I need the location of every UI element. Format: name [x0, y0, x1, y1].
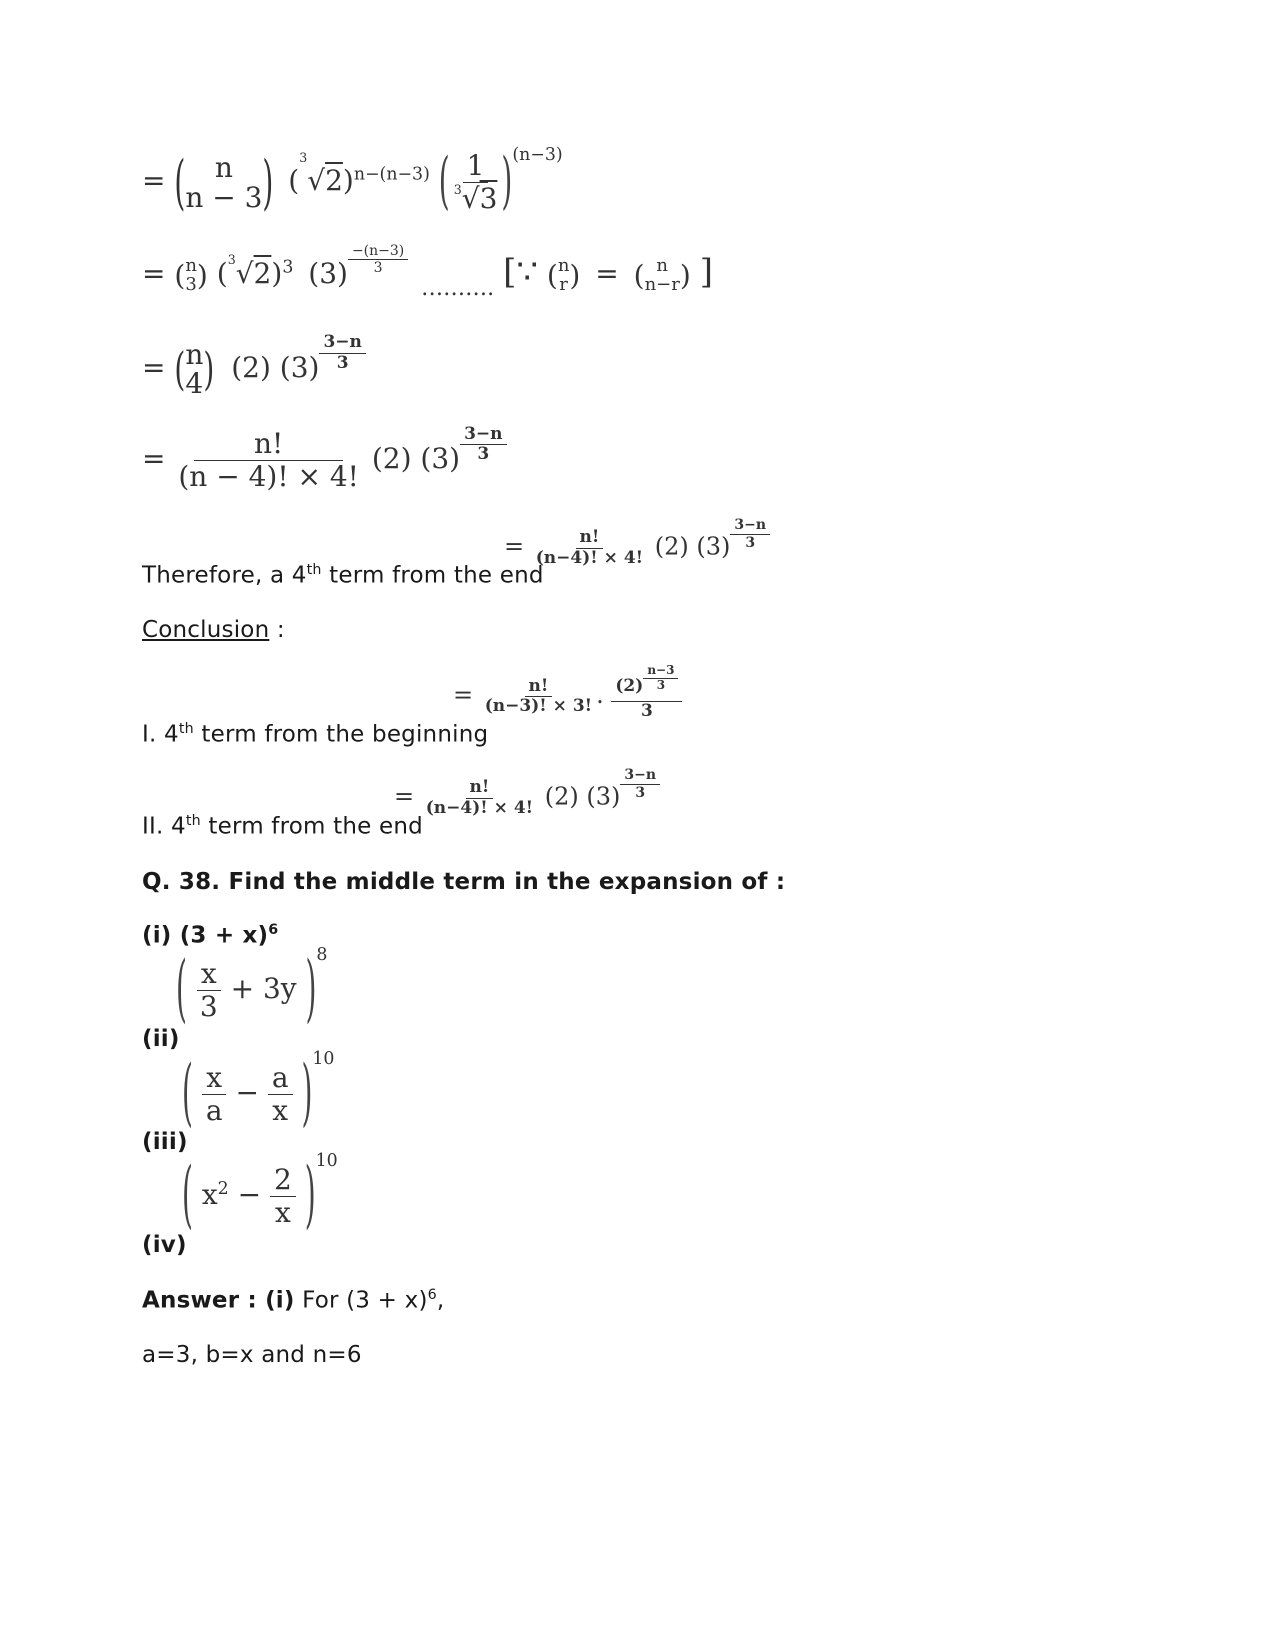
question-part-iv-label: (iv)	[142, 1232, 187, 1258]
question-part-iii-expression: ( $\frac{x}{a}$ − $\frac{a}{x}$ )$^{10}$	[182, 1048, 335, 1136]
factorial-fraction: $\frac{n!}{(n - 4)! \times 4!}$	[178, 427, 359, 494]
conclusion-item-1-text: I. 4th term from the beginning	[142, 721, 489, 748]
binom-top: n	[214, 151, 233, 185]
base-three: (3)	[308, 257, 348, 290]
binom-n-r: ( n r )	[546, 254, 581, 295]
binomial-coefficient: ( n n − 3 )	[174, 148, 274, 218]
question-title: Q. 38. Find the middle term in the expansion of :	[142, 869, 786, 895]
fraction-exponent: $\frac{3-n}{3}$	[460, 425, 506, 465]
conclusion-item-2-text: II. 4th term from the end	[142, 813, 423, 840]
fraction-exponent: $\frac{3-n}{3}$	[319, 333, 365, 373]
binom-n-n-minus-r: ( n n−r )	[633, 254, 691, 295]
because-bracket: [∵	[503, 252, 538, 292]
binomial-coefficient: ( n 4 )	[174, 338, 215, 401]
derivation-line-2: = ( n 3 ) $(^3√2)^3$ (3) $\frac{-(n-3)}{3}$ $_{\dots\dots\dots.}$ [∵ ( n r ) = ( n n−r ) ]	[142, 242, 713, 301]
cube-root-2: $(^3√2)^{n-(n-3)}$	[288, 150, 430, 198]
binom-bottom: n − 3	[185, 180, 263, 214]
fraction-power: ( $\frac{1}{^3√3}$ )$^{(n-3)}$	[438, 144, 563, 217]
question-part-ii-expression: ( $\frac{x}{3}$ + 3y )$^8$	[176, 944, 328, 1032]
equals-sign: =	[142, 350, 166, 384]
derivation-line-1	[142, 144, 563, 218]
therefore-text: Therefore, a 4th term from the end	[142, 562, 544, 589]
therefore-formula: = $\frac{n!}{(n-4)! \times 4!}$ (2) (3) $\frac{3-n}{3}$	[504, 528, 770, 568]
cube-root-2: $(^3√2)^3$	[216, 252, 294, 290]
exponent: n−(n−3)	[353, 164, 430, 185]
answer-line-1: Answer : (i) For $(3 + x)^6$,	[142, 1287, 445, 1314]
conclusion-item-1-formula: = $\frac{n!}{(n-3)! \times 3!}$ . (2) $\frac{n-3}{3}$ 3	[453, 672, 682, 721]
question-part-ii-label: (ii)	[142, 1026, 180, 1052]
question-part-iii-label: (iii)	[142, 1129, 188, 1155]
question-part-iv-expression: ( $x^2$ − $\frac{2}{x}$ )$^{10}$	[182, 1150, 338, 1238]
dots: ……….	[421, 276, 495, 301]
question-part-i: (i) $(3 + x)^6$	[142, 922, 279, 949]
equals-sign: =	[142, 164, 166, 198]
derivation-line-3: = ( n 4 ) (2) (3) $\frac{3-n}{3}$	[142, 340, 366, 399]
conclusion-item-2-formula: = $\frac{n!}{(n-4)! \times 4!}$ (2) (3) $\frac{3-n}{3}$	[394, 778, 660, 818]
conclusion-heading: Conclusion :	[142, 617, 285, 643]
equals-sign: =	[142, 257, 166, 290]
answer-line-2: a=3, b=x and n=6	[142, 1342, 362, 1368]
binomial-coefficient: ( n 3 )	[174, 254, 208, 295]
derivation-line-4: = $\frac{n!}{(n - 4)! \times 4!}$ (2) (3) $\frac{3-n}{3}$	[142, 428, 507, 493]
fraction-exponent: $\frac{-(n-3)}{3}$	[348, 243, 408, 276]
equals-sign: =	[142, 442, 166, 476]
